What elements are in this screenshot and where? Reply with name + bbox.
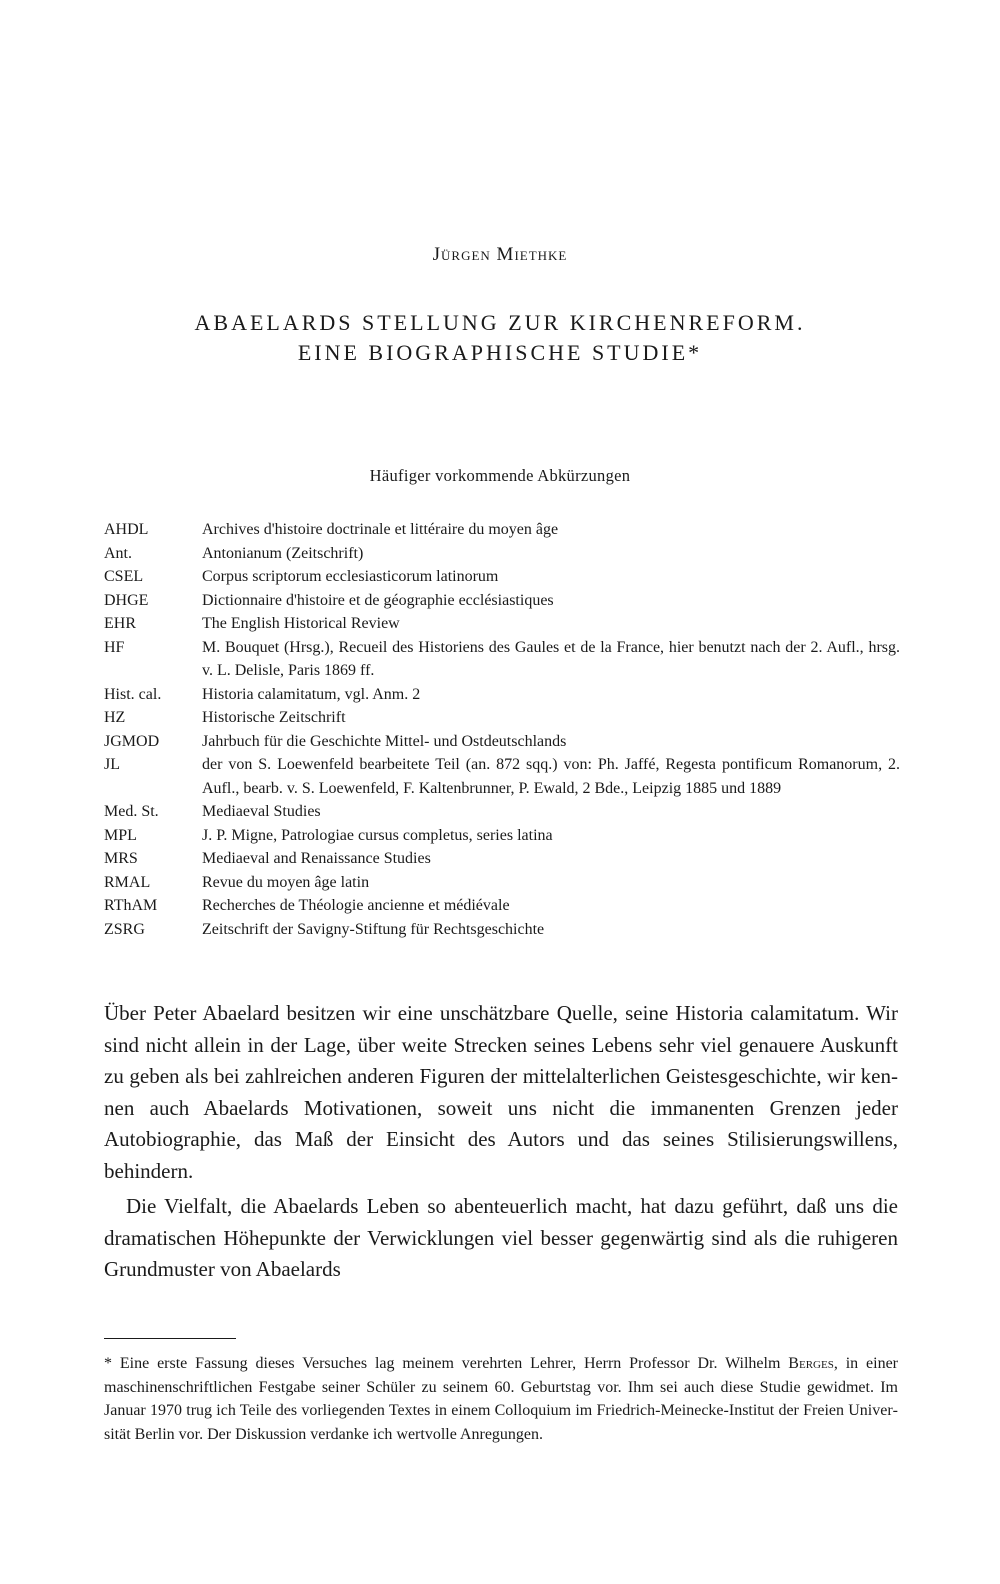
abbreviation-key: HF — [104, 638, 125, 656]
footnote-name: Berges — [788, 1355, 834, 1372]
abbreviation-value: Dictionnaire d'histoire et de géographie ecclésiastiques — [202, 591, 554, 609]
article-title — [0, 308, 1000, 368]
abbreviation-key: Hist. cal. — [104, 685, 162, 703]
abbreviations-list — [104, 518, 900, 941]
abbreviation-key: MRS — [104, 850, 138, 867]
abbreviation-value: Archives d'histoire doctrinale et littéraire du moyen âge — [202, 521, 559, 538]
abbreviation-key: HZ — [104, 709, 126, 726]
abbreviation-value: Mediaeval Studies — [202, 803, 321, 820]
abbreviation-value: M. Bouquet (Hrsg.), Recueil des Historiens des Gaules et de la France, hier benutzt nach der 2. Aufl., hrsg. v. L. Delisle, Paris 1869 ff. — [202, 638, 900, 679]
abbreviation-row — [104, 753, 900, 800]
footnote-text — [104, 1352, 898, 1446]
abbreviation-key: RThAM — [104, 897, 158, 914]
abbreviation-row — [104, 824, 900, 848]
abbreviation-key: CSEL — [104, 568, 144, 585]
abbreviation-key: ZSRG — [104, 920, 145, 938]
author-name: Jürgen Miethke — [432, 244, 568, 265]
abbreviations-heading: Häufiger vorkommende Abkürzungen — [369, 466, 631, 485]
paragraph-2: Die Vielfalt, die Abaelards Leben so abenteuerlich macht, hat dazu geführt, daß uns die dramatischen Höhepunkte der Verwicklungen viel besser gegenwärtig sind als die ruhigeren Grundmuster von Abaelards — [104, 1194, 898, 1281]
abbreviation-value: Historische Zeitschrift — [202, 709, 346, 726]
abbreviation-value: The English Historical Review — [202, 615, 400, 632]
abbreviation-key: JL — [104, 756, 120, 773]
abbreviation-key: Ant. — [104, 544, 132, 562]
abbreviation-row — [104, 871, 900, 895]
abbreviation-row — [104, 589, 900, 613]
title-line-2: EINE BIOGRAPHISCHE STUDIE* — [297, 340, 703, 365]
abbreviation-key: AHDL — [104, 521, 149, 538]
abbreviation-row — [104, 636, 900, 683]
footnote-divider — [104, 1338, 236, 1339]
abbreviation-row — [104, 542, 900, 566]
abbreviation-row — [104, 683, 900, 707]
title-line-1: ABAELARDS STELLUNG ZUR KIRCHENREFORM. — [194, 310, 806, 335]
abbreviation-value: Mediaeval and Renaissance Studies — [202, 850, 431, 867]
abbreviation-key: MPL — [104, 826, 137, 844]
abbreviation-value: Antonianum (Zeitschrift) — [202, 544, 364, 562]
abbreviation-row — [104, 800, 900, 824]
footnote-text-after: , in einer maschinenschriftlichen Festgabe seiner Schüler zu seinem 60. Geburtstag vor. Ihm sei auch diese Studie gewidmet. Im Januar 1970 trug ich Teile des vorliegenden Textes in einem Colloquium im Friedrich-Meinecke-Institut der Freien Universität Berlin vor. Der Diskussion verdanke ich wertvolle Anregungen. — [104, 1355, 898, 1443]
abbreviation-row — [104, 847, 900, 871]
abbreviation-value: der von S. Loewenfeld bearbeitete Teil (an. 872 sqq.) von: Ph. Jaffé, Regesta pontificum Romanorum, 2. Aufl., bearb. v. S. Loewenfeld, F. Kaltenbrunner, P. Ewald, 2 Bde., Leipzig 1885 und 1889 — [202, 756, 900, 797]
footnote — [104, 1352, 898, 1446]
abbreviation-value: Corpus scriptorum ecclesiasticorum latinorum — [202, 568, 499, 585]
abbreviation-value: Recherches de Théologie ancienne et médiévale — [202, 897, 510, 914]
abbreviation-row — [104, 706, 900, 730]
body-text — [104, 998, 898, 1286]
abbreviation-key: Med. St. — [104, 803, 159, 820]
abbreviation-value: Zeitschrift der Savigny-Stiftung für Rechtsgeschichte — [202, 920, 545, 938]
abbreviation-value: Historia calamitatum, vgl. Anm. 2 — [202, 685, 421, 703]
abbreviation-row — [104, 518, 900, 542]
abbreviation-key: EHR — [104, 615, 136, 632]
footnote-text-before: * Eine erste Fassung dieses Versuches lag meinem verehrten Lehrer, Herrn Professor Dr. Wilhelm — [104, 1355, 789, 1372]
abbreviation-key: JGMOD — [104, 732, 160, 750]
abbreviation-row — [104, 565, 900, 589]
paragraph-1: Über Peter Abaelard besitzen wir eine unschätzbare Quelle, seine Historia calamitatum. Wir sind nicht allein in der Lage, über weite Strecken seines Lebens sehr viel genauere Auskunft zu geben als bei zahlreichen anderen Figuren der mittelalterlichen Geistesgeschichte, wir kennen auch Abaelards Motivationen, soweit uns nicht die immanenten Grenzen jeder Autobiographie, das Maß der Einsicht des Autors und das seines Stilisierungswillens, behindern. — [104, 1001, 898, 1183]
abbreviation-row — [104, 730, 900, 754]
abbreviation-value: Revue du moyen âge latin — [202, 873, 370, 891]
abbreviation-value: J. P. Migne, Patrologiae cursus completus, series latina — [202, 826, 553, 844]
abbreviation-row — [104, 918, 900, 942]
abbreviation-key: DHGE — [104, 591, 149, 609]
abbreviation-row — [104, 612, 900, 636]
abbreviation-row — [104, 894, 900, 918]
abbreviation-value: Jahrbuch für die Geschichte Mittel- und Ostdeutschlands — [202, 732, 567, 750]
abbreviation-key: RMAL — [104, 873, 151, 891]
